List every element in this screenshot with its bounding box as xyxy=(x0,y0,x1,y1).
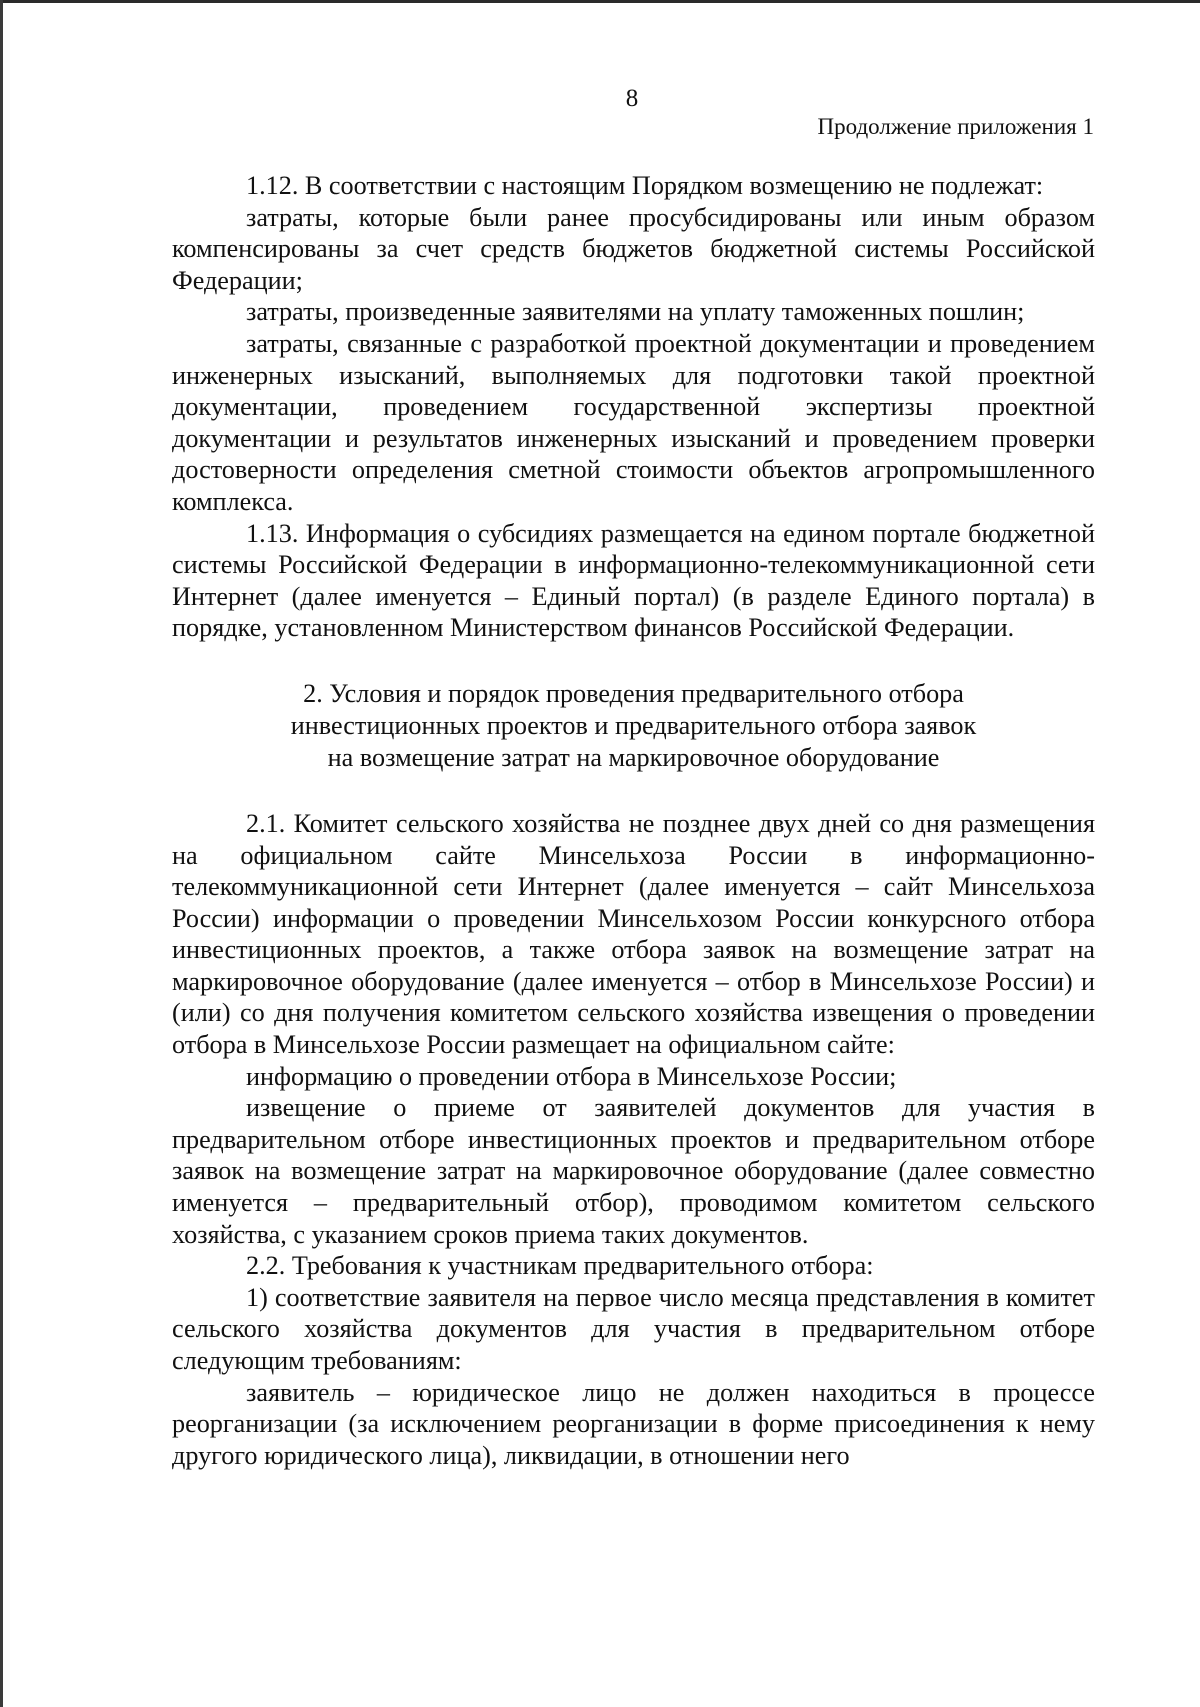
document-body xyxy=(172,170,1095,1471)
paragraph-2-2-item-1: 1) соответствие заявителя на первое число месяца представления в комитет сельского хозяйства документов для участия в предварительном отборе следующим требованиям: xyxy=(172,1282,1095,1375)
paragraph-1-13: 1.13. Информация о субсидиях размещается на едином портале бюджетной системы Российской Федерации в информационно-телекоммуникационной сети Интернет (далее именуется – Единый портал) (в разделе Единого портала) в порядке, установленном Министерством финансов Российской Федерации. xyxy=(172,518,1095,643)
paragraph-2-1-item-2: извещение о приеме от заявителей документов для участия в предварительном отборе инвестиционных проектов и предварительном отборе заявок на возмещение затрат на маркировочное оборудование (далее совместно именуется – предварительный отбор), проводимом комитетом сельского хозяйства, с указанием сроков приема таких документов. xyxy=(172,1093,1095,1249)
paragraph-2-1: 2.1. Комитет сельского хозяйства не позднее двух дней со дня размещения на официальном сайте Минсельхоза России в информационно-телекоммуникационной сети Интернет (далее именуется – сайт Минсельхоза России) информации о проведении Минсельхозом России конкурсного отбора инвестиционных проектов, а также отбора заявок на возмещение затрат на маркировочное оборудование (далее именуется – отбор в Минсельхозе России) и (или) со дня получения комитетом сельского хозяйства извещения о проведении отбора в Минсельхозе России размещает на официальном сайте: xyxy=(172,808,1095,1060)
paragraph-1-12-intro: 1.12. В соответствии с настоящим Порядком возмещению не подлежат: xyxy=(246,171,1044,200)
section-2-heading xyxy=(172,678,1095,774)
paragraph-1-12-item-2: затраты, произведенные заявителями на уплату таможенных пошлин; xyxy=(246,297,1025,327)
section-2-heading-line-3: на возмещение затрат на маркировочное оборудование xyxy=(327,742,940,772)
continuation-label: Продолжение приложения 1 xyxy=(817,114,1094,139)
paragraph-2-2-item-1-sub: заявитель – юридическое лицо не должен находиться в процессе реорганизации (за исключением реорганизации в форме присоединения к нему другого юридического лица), ликвидации, в отношении него xyxy=(172,1377,1095,1470)
paragraph-2-2: 2.2. Требования к участникам предварительного отбора: xyxy=(246,1251,874,1281)
paragraph-1-12-item-1: затраты, которые были ранее просубсидированы или иным образом компенсированы за счет средств бюджетов бюджетной системы Российской Федерации; xyxy=(172,202,1095,295)
section-2-heading-line-1: 2. Условия и порядок проведения предварительного отбора xyxy=(303,678,964,708)
section-2-heading-line-2: инвестиционных проектов и предварительного отбора заявок xyxy=(290,710,977,740)
paragraph-2-1-item-1: информацию о проведении отбора в Минсельхозе России; xyxy=(246,1061,897,1091)
scan-edge-top xyxy=(0,0,1200,3)
scan-edge-left xyxy=(0,0,3,1707)
paragraph-1-12-item-3: затраты, связанные с разработкой проектной документации и проведением инженерных изысканий, выполняемых для подготовки такой проектной документации, проведением государственной экспертизы проектной документации и результатов инженерных изысканий и проведением проверки достоверности определения сметной стоимости объектов агропромышленного комплекса. xyxy=(172,328,1095,516)
page-number: 8 xyxy=(625,85,639,112)
